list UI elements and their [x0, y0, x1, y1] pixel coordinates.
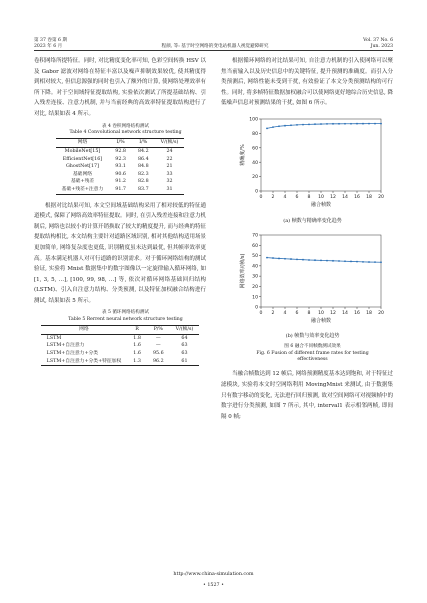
- table-cell: 33: [166, 171, 173, 177]
- figure-6a: [221, 113, 393, 225]
- efficiency-x-tick-label: 18: [366, 310, 372, 316]
- table-cell: 22: [166, 156, 173, 162]
- efficiency-data-point: [380, 261, 382, 263]
- accuracy-data-point: [350, 123, 352, 125]
- table-row: [41, 334, 200, 342]
- table-cell: 31: [155, 186, 185, 194]
- accuracy-data-point: [374, 123, 376, 125]
- accuracy-data-point: [266, 127, 268, 129]
- efficiency-y-tick-label: 50: [252, 253, 258, 259]
- table-cell: 1.6: [133, 343, 141, 349]
- figure-6a-caption: (a) 帧数与精确率变化趋势: [283, 217, 342, 224]
- table-5-block: [34, 310, 206, 366]
- table-row: [41, 358, 200, 366]
- table-5: [41, 325, 200, 366]
- accuracy-series-line: [267, 124, 381, 129]
- table-cell: 82.8: [137, 179, 149, 185]
- accuracy-data-point: [272, 126, 274, 128]
- efficiency-data-point: [338, 260, 340, 262]
- table-row: [56, 171, 185, 179]
- table-cell: 1.8: [133, 335, 141, 341]
- accuracy-data-point: [284, 125, 286, 127]
- accuracy-data-point: [368, 123, 370, 125]
- efficiency-data-point: [320, 259, 322, 261]
- efficiency-y-tick-label: 70: [252, 233, 258, 239]
- accuracy-y-axis-label: 精确度/%: [240, 144, 246, 166]
- chart-efficiency: [221, 229, 393, 329]
- header-volume: [34, 38, 67, 50]
- table-cell: LSTM+自注意力+分类+特征加权: [41, 358, 128, 366]
- figure-6b: [221, 229, 393, 341]
- table-cell: 82.3: [137, 171, 149, 177]
- header-volume-en: [363, 38, 393, 50]
- efficiency-x-tick-label: 4: [283, 310, 287, 316]
- accuracy-data-point: [320, 123, 322, 125]
- left-column: [34, 56, 206, 366]
- table-cell: —: [155, 335, 161, 341]
- efficiency-y-tick-label: 10: [252, 294, 258, 300]
- efficiency-y-axis-label: 网络效率/(帧/s): [240, 253, 246, 289]
- table-cell: —: [155, 343, 161, 349]
- table-4-caption: 表 4 卷积网络结构测试: [101, 123, 150, 129]
- efficiency-data-point: [326, 259, 328, 261]
- table-cell: 90.6: [115, 171, 126, 177]
- table-cell: 基础+残差: [70, 179, 95, 185]
- efficiency-data-point: [344, 260, 346, 262]
- table-4-header-cell: 网络: [56, 139, 110, 148]
- accuracy-data-point: [338, 123, 340, 125]
- efficiency-y-tick-label: 40: [252, 264, 258, 270]
- table-5-header-cell: P/%: [147, 326, 170, 335]
- header-title: 程颜, 等: 基于时空网络的变电站机器人视觉避障研究: [161, 44, 269, 49]
- right-column: [221, 56, 393, 422]
- accuracy-data-point: [332, 123, 334, 125]
- table-4-caption-en: Table 4 Convolutional network structure testing: [69, 129, 182, 135]
- table-4-block: [34, 124, 206, 195]
- accuracy-y-tick-label: 100: [249, 117, 258, 123]
- table-cell: 1.6: [133, 351, 141, 357]
- accuracy-y-tick-label: 40: [252, 160, 258, 166]
- accuracy-data-point: [362, 123, 364, 125]
- efficiency-x-tick-label: 0: [259, 310, 263, 316]
- right-paragraph-1: 根据循环网络的对比结果可知, 自注意力机制的引入使网络可以聚焦当前输入以及历史信息中的关键特征, 提升预测的准确度。而引入分类预测后, 网络性能未受到干扰, 有效验证了本文分类预测结构的可行性。同时, 将多帧特征数据加权融合可以使网络更好地综合历史信息, 降低噪声信息对预测结果的干扰, 如图 6 所示。: [221, 58, 393, 107]
- efficiency-data-point: [272, 257, 274, 259]
- table-cell: 96.2: [147, 358, 170, 366]
- accuracy-data-point: [344, 123, 346, 125]
- table-cell: 61: [170, 358, 200, 366]
- table-row: [41, 342, 200, 350]
- accuracy-x-tick-label: 4: [283, 194, 287, 200]
- accuracy-x-tick-label: 14: [342, 194, 348, 200]
- table-row: [41, 350, 200, 358]
- table-5-header-cell: V/(帧/s): [170, 326, 200, 335]
- table-5-header-cell: R: [127, 326, 147, 335]
- table-cell: 92.3: [115, 156, 126, 162]
- efficiency-x-axis-label: 融合帧数: [310, 317, 332, 324]
- table-cell: 24: [166, 148, 173, 154]
- accuracy-data-point: [326, 123, 328, 125]
- accuracy-y-tick-label: 60: [252, 146, 258, 152]
- efficiency-plot-frame: [261, 235, 381, 307]
- efficiency-x-tick-label: 10: [318, 310, 324, 316]
- table-cell: 21: [166, 164, 173, 170]
- efficiency-x-tick-label: 14: [342, 310, 348, 316]
- left-paragraph-2: 根据对比结果可知, 本文空间域基础结构采用了相对较低的特征通道模式, 保障了网络高效率特征提取。同时, 在引入残差连接和注意力机制后, 网络也以较小的计算开销换取了较大的精度提升, 而与经典的特征提取结构相比, 本文结构主要针对道路区域识别, 相对其他结构适用场景更加简单, 网络复杂度也更低, 识别精度虽未达到最优, 但其帧率效率更高。基本满足机器人对可行道路的识别需求。对于循环网络结构的测试验证, 实验将 Mnist 数据集中的数字图像以一定旋律输入循环网络, 如 [1, 3, 5, …], [100, 99, 98, …] 等, 依次对循环网络基础回归结构 (LSTM)、引入自注意力结构、分类预测, 以及特征加权融合结构进行测试, 结果如表 5 所示。: [34, 202, 206, 304]
- table-cell: 1.3: [127, 358, 147, 366]
- table-cell: 86.4: [137, 156, 149, 162]
- accuracy-x-tick-label: 0: [259, 194, 263, 200]
- table-cell: 基础+残差+注意力: [56, 186, 110, 194]
- accuracy-data-point: [380, 123, 382, 125]
- table-cell: 32: [166, 179, 173, 185]
- table-row: [56, 156, 185, 164]
- accuracy-x-tick-label: 18: [366, 194, 372, 200]
- accuracy-x-tick-label: 6: [295, 194, 299, 200]
- efficiency-data-point: [368, 261, 370, 263]
- figure-6-caption-en-1: Fig. 6 Fusion of different frame rates for testing: [256, 350, 369, 356]
- table-cell: GhostNet[17]: [65, 164, 99, 170]
- efficiency-data-point: [284, 257, 286, 259]
- accuracy-data-point: [314, 123, 316, 125]
- table-cell: LSTM+自注意力+分类: [46, 351, 99, 357]
- table-cell: 基础网络: [72, 171, 93, 177]
- table-5-caption: 表 5 循环网络结构测试: [101, 310, 150, 316]
- table-cell: 93.1: [115, 164, 126, 170]
- right-paragraph-2: 当融合帧数达到 12 帧后, 网络预测精度基本达到饱和, 对于特征过滤模块, 实验将本文时空网络利用 MovingMnist 来测试, 由于数据集只有数字移动的变化, 无法进行回归预测, 故对空间网络可对视频帧中的数字进行分类预测, 如图 7 所示, 其中, interval1 表示相邻两帧, 即间隔 0 帧;: [221, 371, 393, 420]
- accuracy-x-tick-label: 10: [318, 194, 324, 200]
- figure-6-caption-en-2: effectiveness: [297, 356, 328, 362]
- table-cell: 95.6: [152, 351, 164, 357]
- footer-url: http://www.china-simulation.com: [173, 572, 254, 577]
- efficiency-x-tick-label: 2: [271, 310, 275, 316]
- chart-accuracy: [221, 113, 393, 213]
- efficiency-x-tick-label: 6: [295, 310, 299, 316]
- header-volume-issue-en: Vol. 37 No. 6: [363, 38, 393, 43]
- table-row: [56, 163, 185, 171]
- table-4-header-cell: I/%: [132, 139, 155, 148]
- accuracy-x-axis-label: 融合帧数: [310, 201, 332, 208]
- left-paragraph-1: 卷积网络所提特征。同时, 对比精度变化率可知, 色彩空间转换 HSV 以及 Gabor 滤波对网络在特征丰富以及噪声抑制效果较优, 使其精度得到相对较大, 但信息源强的同时也引入了额外的计算, 使网络处理效率有所下降。对于空间域特征提取结构, 实验依次测试了所提基础结构、引入残差连接、注意力机制, 并与当前经典的高效率特征提取结构进行了对比, 结果如表 4 所示。: [34, 58, 206, 117]
- efficiency-series-line: [267, 257, 381, 262]
- table-5-caption-en: Table 5 Rerrent neural network structure testing: [68, 316, 183, 322]
- efficiency-y-tick-label: 30: [252, 274, 258, 280]
- table-4-header-cell: I/%: [109, 139, 132, 148]
- accuracy-data-point: [296, 124, 298, 126]
- accuracy-plot-frame: [261, 119, 381, 191]
- table-cell: 92.8: [115, 148, 126, 154]
- efficiency-data-point: [314, 259, 316, 261]
- table-cell: EfficientNet[16]: [62, 156, 103, 162]
- table-cell: LSTM: [46, 335, 62, 341]
- accuracy-data-point: [308, 123, 310, 125]
- efficiency-x-tick-label: 8: [307, 310, 311, 316]
- table-cell: 84.2: [137, 148, 149, 154]
- accuracy-x-tick-label: 16: [354, 194, 360, 200]
- efficiency-y-tick-label: 20: [252, 284, 258, 290]
- efficiency-data-point: [332, 259, 334, 261]
- efficiency-data-point: [350, 260, 352, 262]
- accuracy-data-point: [302, 124, 304, 126]
- efficiency-x-tick-label: 12: [330, 310, 336, 316]
- table-cell: 63: [181, 343, 188, 349]
- table-5-header-cell: 网络: [41, 326, 128, 335]
- table-cell: 63: [181, 351, 188, 357]
- table-4-header-row: [56, 139, 185, 148]
- efficiency-x-tick-label: 20: [378, 310, 384, 316]
- accuracy-y-tick-label: 20: [252, 175, 258, 181]
- accuracy-data-point: [290, 124, 292, 126]
- header-volume-issue: 第 37 卷第 6 期: [34, 38, 67, 43]
- table-cell: 91.2: [115, 179, 126, 185]
- efficiency-data-point: [356, 260, 358, 262]
- table-5-header-row: [41, 326, 200, 335]
- efficiency-data-point: [278, 257, 280, 259]
- accuracy-x-tick-label: 2: [271, 194, 275, 200]
- table-cell: MobileNet[15]: [64, 148, 101, 154]
- header-date-en: Jun. 2023: [370, 44, 393, 49]
- table-cell: 84.8: [137, 164, 149, 170]
- efficiency-y-tick-label: 60: [252, 243, 258, 249]
- table-cell: 91.7: [109, 186, 132, 194]
- table-row: [56, 147, 185, 155]
- efficiency-x-tick-label: 16: [354, 310, 360, 316]
- table-cell: 64: [181, 335, 188, 341]
- page-number: • 1527 •: [203, 583, 224, 588]
- accuracy-y-tick-label: 0: [255, 189, 258, 195]
- table-row: [56, 186, 185, 194]
- efficiency-data-point: [302, 258, 304, 260]
- table-cell: 83.7: [132, 186, 155, 194]
- accuracy-y-tick-label: 80: [252, 131, 258, 137]
- table-cell: LSTM+自注意力: [46, 343, 85, 349]
- accuracy-x-tick-label: 12: [330, 194, 336, 200]
- accuracy-data-point: [356, 123, 358, 125]
- efficiency-data-point: [296, 258, 298, 260]
- figure-6-caption: 图 6 融合不同帧数测试效果: [284, 344, 341, 350]
- figure-6b-caption: (b) 帧数与效率变化趋势: [285, 333, 340, 340]
- table-4-header-cell: V/(帧/s): [155, 139, 185, 148]
- accuracy-data-point: [278, 125, 280, 127]
- header-rule: [34, 50, 393, 51]
- efficiency-data-point: [362, 261, 364, 263]
- accuracy-x-tick-label: 20: [378, 194, 384, 200]
- table-4: [56, 138, 185, 194]
- efficiency-y-tick-label: 0: [255, 305, 258, 311]
- efficiency-data-point: [266, 256, 268, 258]
- accuracy-x-tick-label: 8: [307, 194, 311, 200]
- efficiency-data-point: [290, 258, 292, 260]
- table-row: [56, 178, 185, 186]
- header-date: 2023 年 6 月: [34, 44, 63, 49]
- efficiency-data-point: [308, 259, 310, 261]
- efficiency-data-point: [374, 261, 376, 263]
